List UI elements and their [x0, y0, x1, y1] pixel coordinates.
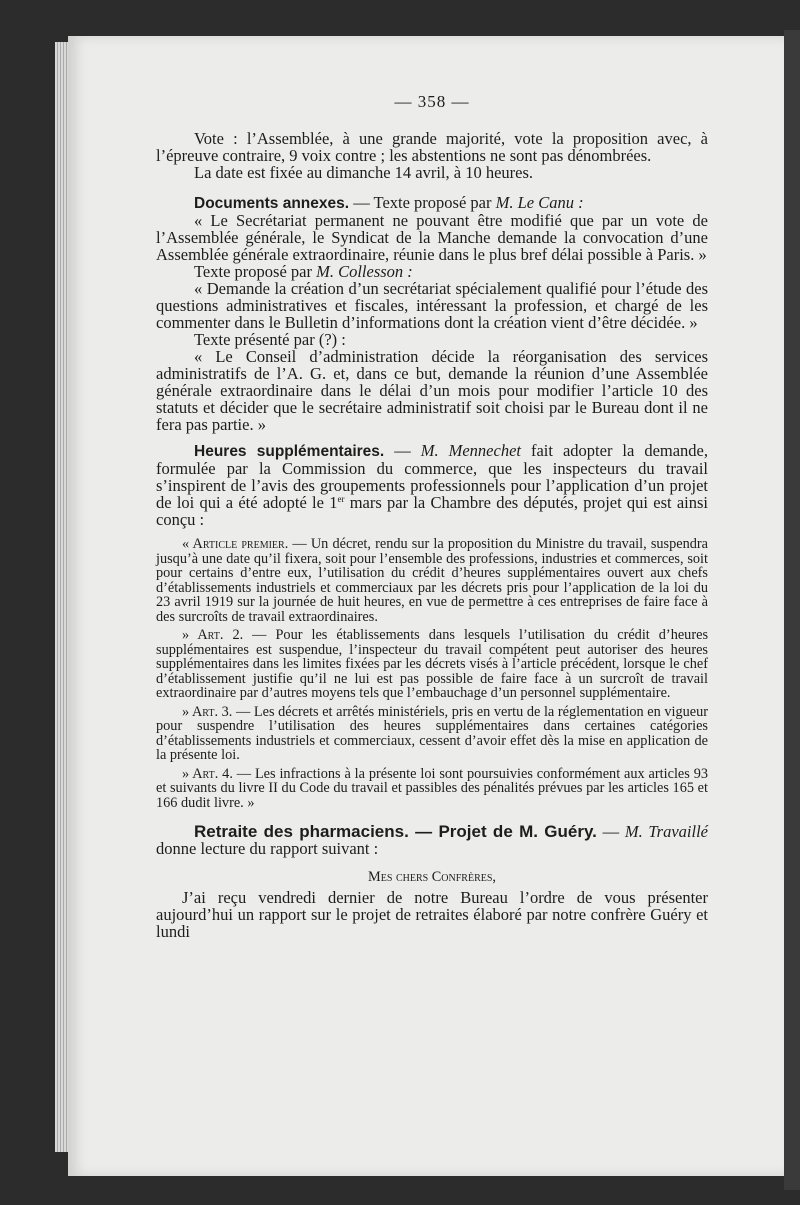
article-2-label: » Art. 2.: [182, 627, 244, 643]
scan-border: [784, 30, 800, 1190]
article-4-label: » Art. 4.: [182, 765, 233, 782]
article-3: » Art. 3. — Les décrets et arrêtés ministériels, pris en vertu de la réglementation en vigueur pour suspendre l’utilisation des heures supplémentaires dans certaines catégories d’établissements industriels et commerciaux, cessent d’avoir effet dès la mise en application de la présente loi.: [156, 703, 708, 763]
vote-paragraph: Vote : l’Assemblée, à une grande majorité, vote la proposition avec, à l’épreuve contraire, 9 voix contre ; les abstentions ne sont pas dénombrées.: [156, 129, 708, 165]
rapport-opening: J’ai reçu vendredi dernier de notre Bureau l’ordre de vous présenter aujourd’hui un rapport sur le projet de retraites élaboré par notre confrère Guéry et lundi: [156, 887, 708, 941]
page-number: — 358 —: [394, 92, 470, 111]
vote-date-paragraph: La date est fixée au dimanche 14 avril, à 10 heures.: [194, 163, 534, 182]
article-premier-label: « Article premier.: [182, 536, 289, 552]
third-text: « Le Conseil d’administration décide la réorganisation des services administratifs de l’A. G. et, dans ce but, demande la réunion d’une Assemblée générale extraordinaire dans le délai d’un mois pour modifier l’article 10 des statuts et décider que le secrétaire administratif soit choisi par le Bureau dont il ne fera pas partie. »: [156, 347, 708, 434]
article-3-label: » Art. 3.: [182, 703, 233, 720]
heures-supplementaires-paragraph: Heures supplémentaires. — M. Mennechet fait adopter la demande, formulée par la Commission du commerce, que les inspecteurs du travail s’inspirent de l’avis des groupements professionnels pour l’application d’un projet de loi qui a été adopté le 1er mars par la Chambre des députés, projet qui est ainsi conçu :: [156, 441, 709, 529]
documents-annexes-intro: Documents annexes. — Texte proposé par M. Le Canu :: [194, 193, 584, 212]
heures-supplementaires-heading: Heures supplémentaires.: [194, 443, 385, 460]
collesson-intro: Texte proposé par M. Collesson :: [194, 262, 413, 281]
proposer-le-canu: M. Le Canu :: [495, 193, 584, 212]
retraite-paragraph: Retraite des pharmaciens. — Projet de M. Guéry. — M. Travaillé donne lecture du rapport suivant :: [156, 822, 708, 858]
retraite-heading: Retraite des pharmaciens. — Projet de M. Guéry.: [194, 822, 597, 841]
documents-annexes-heading: Documents annexes.: [194, 195, 350, 212]
article-2: » Art. 2. — Pour les établissements dans lesquels l’utilisation du crédit d’heures supplémentaires est suspendue, l’inspecteur du travail compétent peut autoriser des heures supplémentaires dans les limites fixées par les décrets visés à l’article précédent, lorsque le chef d’établissement justifie qu’il ne lui est pas possible de faire face à un surcroît de travail extraordinaire par d’autres moyens tels que l’embauchage d’un personnel supplémentaire.: [156, 627, 709, 701]
salutation: Mes chers Confrères,: [368, 869, 496, 885]
proposer-collesson: M. Collesson :: [316, 262, 413, 281]
le-canu-text: « Le Secrétariat permanent ne pouvant être modifié que par un vote de l’Assemblée générale, le Syndicat de la Manche demande la convocation d’une Assemblée générale extraordinaire, réunie dans le plus bref délai possible à Paris. »: [156, 211, 708, 264]
person-mennechet: M. Mennechet: [420, 441, 521, 460]
article-premier: « Article premier. — Un décret, rendu sur la proposition du Ministre du travail, suspendra jusqu’à une date qu’il fixera, soit pour l’ensemble des professions, industries et commerces, soit pour certains d’entre eux, l’utilisation du crédit d’heures supplémentaires ouvert aux chefs d’établissements industriels et commerciaux par les décrets pris pour l’application de la loi du 23 avril 1919 sur la journée de huit heures, en vue de permettre à ces entreprises de faire face à des surcroîts de travail extraordinaires.: [156, 536, 708, 625]
collesson-text: « Demande la création d’un secrétariat spécialement qualifié pour l’étude des questions administratives et fiscales, intéressant la profession, et chargé de les commenter dans le Bulletin d’informations dont la création vient d’être décidée. »: [156, 279, 708, 332]
person-travaille: M. Travaillé: [624, 822, 708, 841]
article-4: » Art. 4. — Les infractions à la présente loi sont poursuivies conformément aux articles 93 et suivants du livre II du Code du travail et passibles des pénalités prévues par les articles 165 et 166 dudit livre. »: [156, 765, 708, 811]
third-text-intro: Texte présenté par (?) :: [194, 330, 346, 349]
page-content: [156, 92, 708, 940]
